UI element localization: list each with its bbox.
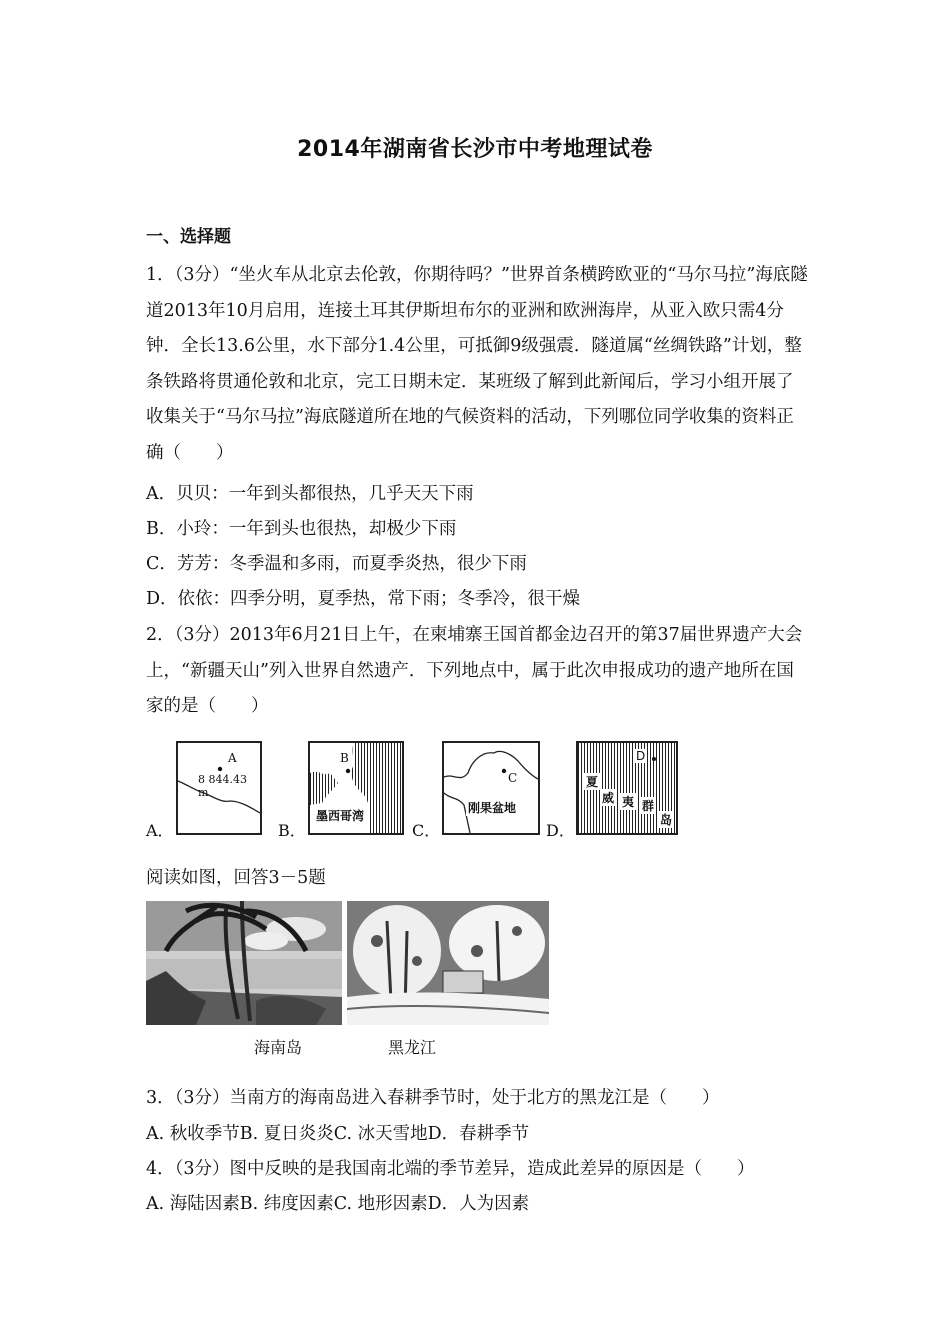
photo-heilongjiang <box>347 901 549 1025</box>
heilongjiang-drawing <box>347 901 549 1025</box>
map-a-point: A <box>228 751 237 765</box>
map-b-label: B． <box>278 821 306 840</box>
page-title: 2014年湖南省长沙市中考地理试卷 <box>297 137 653 162</box>
map-d-char-1: 夏 <box>586 775 599 789</box>
section-heading: 一、选择题 <box>146 227 231 247</box>
map-d-char-5: 岛 <box>660 813 673 827</box>
question-1-option-c: C．芳芳：冬季温和多雨，而夏季炎热，很少下雨 <box>146 554 527 574</box>
map-d-char-3: 夷 <box>622 795 635 809</box>
map-b-point: B <box>340 751 349 765</box>
reading-instruction: 阅读如图，回答3－5题 <box>146 868 326 888</box>
question-1-option-a: A．贝贝：一年到头都很热，几乎天天下雨 <box>146 484 474 504</box>
map-b-tag: 墨西哥湾 <box>316 809 365 823</box>
map-c-point: C <box>508 771 518 785</box>
map-d-char-4: 群 <box>642 799 655 813</box>
map-b-gulf-of-mexico <box>308 741 404 835</box>
question-1-option-d: D．依依：四季分明，夏季热，常下雨；冬季冷，很干燥 <box>146 589 581 609</box>
question-2-stem: 2．（3分）2013年6月21日上午，在柬埔寨王国首都金边召开的第37届世界遗产大会上，“新疆天山”列入世界自然遗产．下列地点中，属于此次申报成功的遗产地所在国家的是（ ） <box>146 625 803 716</box>
question-4-options: A. 海陆因素B. 纬度因素C. 地形因素D．人为因素 <box>146 1194 530 1214</box>
map-d-char-2: 威 <box>602 791 615 805</box>
question-1-option-b: B．小玲：一年到头也很热，却极少下雨 <box>146 519 457 539</box>
question-4-stem: 4．（3分）图中反映的是我国南北端的季节差异，造成此差异的原因是（ ） <box>146 1159 755 1179</box>
photo-caption-heilongjiang: 黑龙江 <box>388 1038 437 1057</box>
map-c-tag: 刚果盆地 <box>468 801 517 815</box>
question-1-stem: 1．（3分）“坐火车从北京去伦敦，你期待吗？”世界首条横跨欧亚的“马尔马拉”海底隧道2013年10月启用，连接土耳其伊斯坦布尔的亚洲和欧洲海岸，从亚入欧只需4分钟．全长13.6公里，水下部分1.4公里，可抵御9级强震．隧道属“丝绸铁路”计划，整条铁路将贯通伦敦和北京，完工日期未定．某班级了解到此新闻后，学习小组开展了收集关于“马尔马拉”海底隧道所在地的气候资料的活动，下列哪位同学收集的资料正确（ ） <box>146 265 808 463</box>
map-d-label: D． <box>546 821 575 840</box>
map-c-drawing <box>444 743 538 833</box>
map-c-congo-basin <box>442 741 540 835</box>
photo-hainan <box>146 901 342 1025</box>
map-d-dot <box>652 757 656 761</box>
map-d-hawaii <box>576 741 678 835</box>
map-d-point: D <box>636 749 646 763</box>
map-a-everest <box>176 741 262 835</box>
map-a-elevation: 8 844.43 m <box>198 773 247 799</box>
map-a-label: A． <box>146 821 174 840</box>
photo-caption-hainan: 海南岛 <box>254 1038 303 1057</box>
hainan-drawing <box>146 901 342 1025</box>
question-3-options: A. 秋收季节B. 夏日炎炎C. 冰天雪地D．春耕季节 <box>146 1124 530 1144</box>
map-c-label: C． <box>412 821 441 840</box>
question-3-stem: 3．（3分）当南方的海南岛进入春耕季节时，处于北方的黑龙江是（ ） <box>146 1088 720 1108</box>
